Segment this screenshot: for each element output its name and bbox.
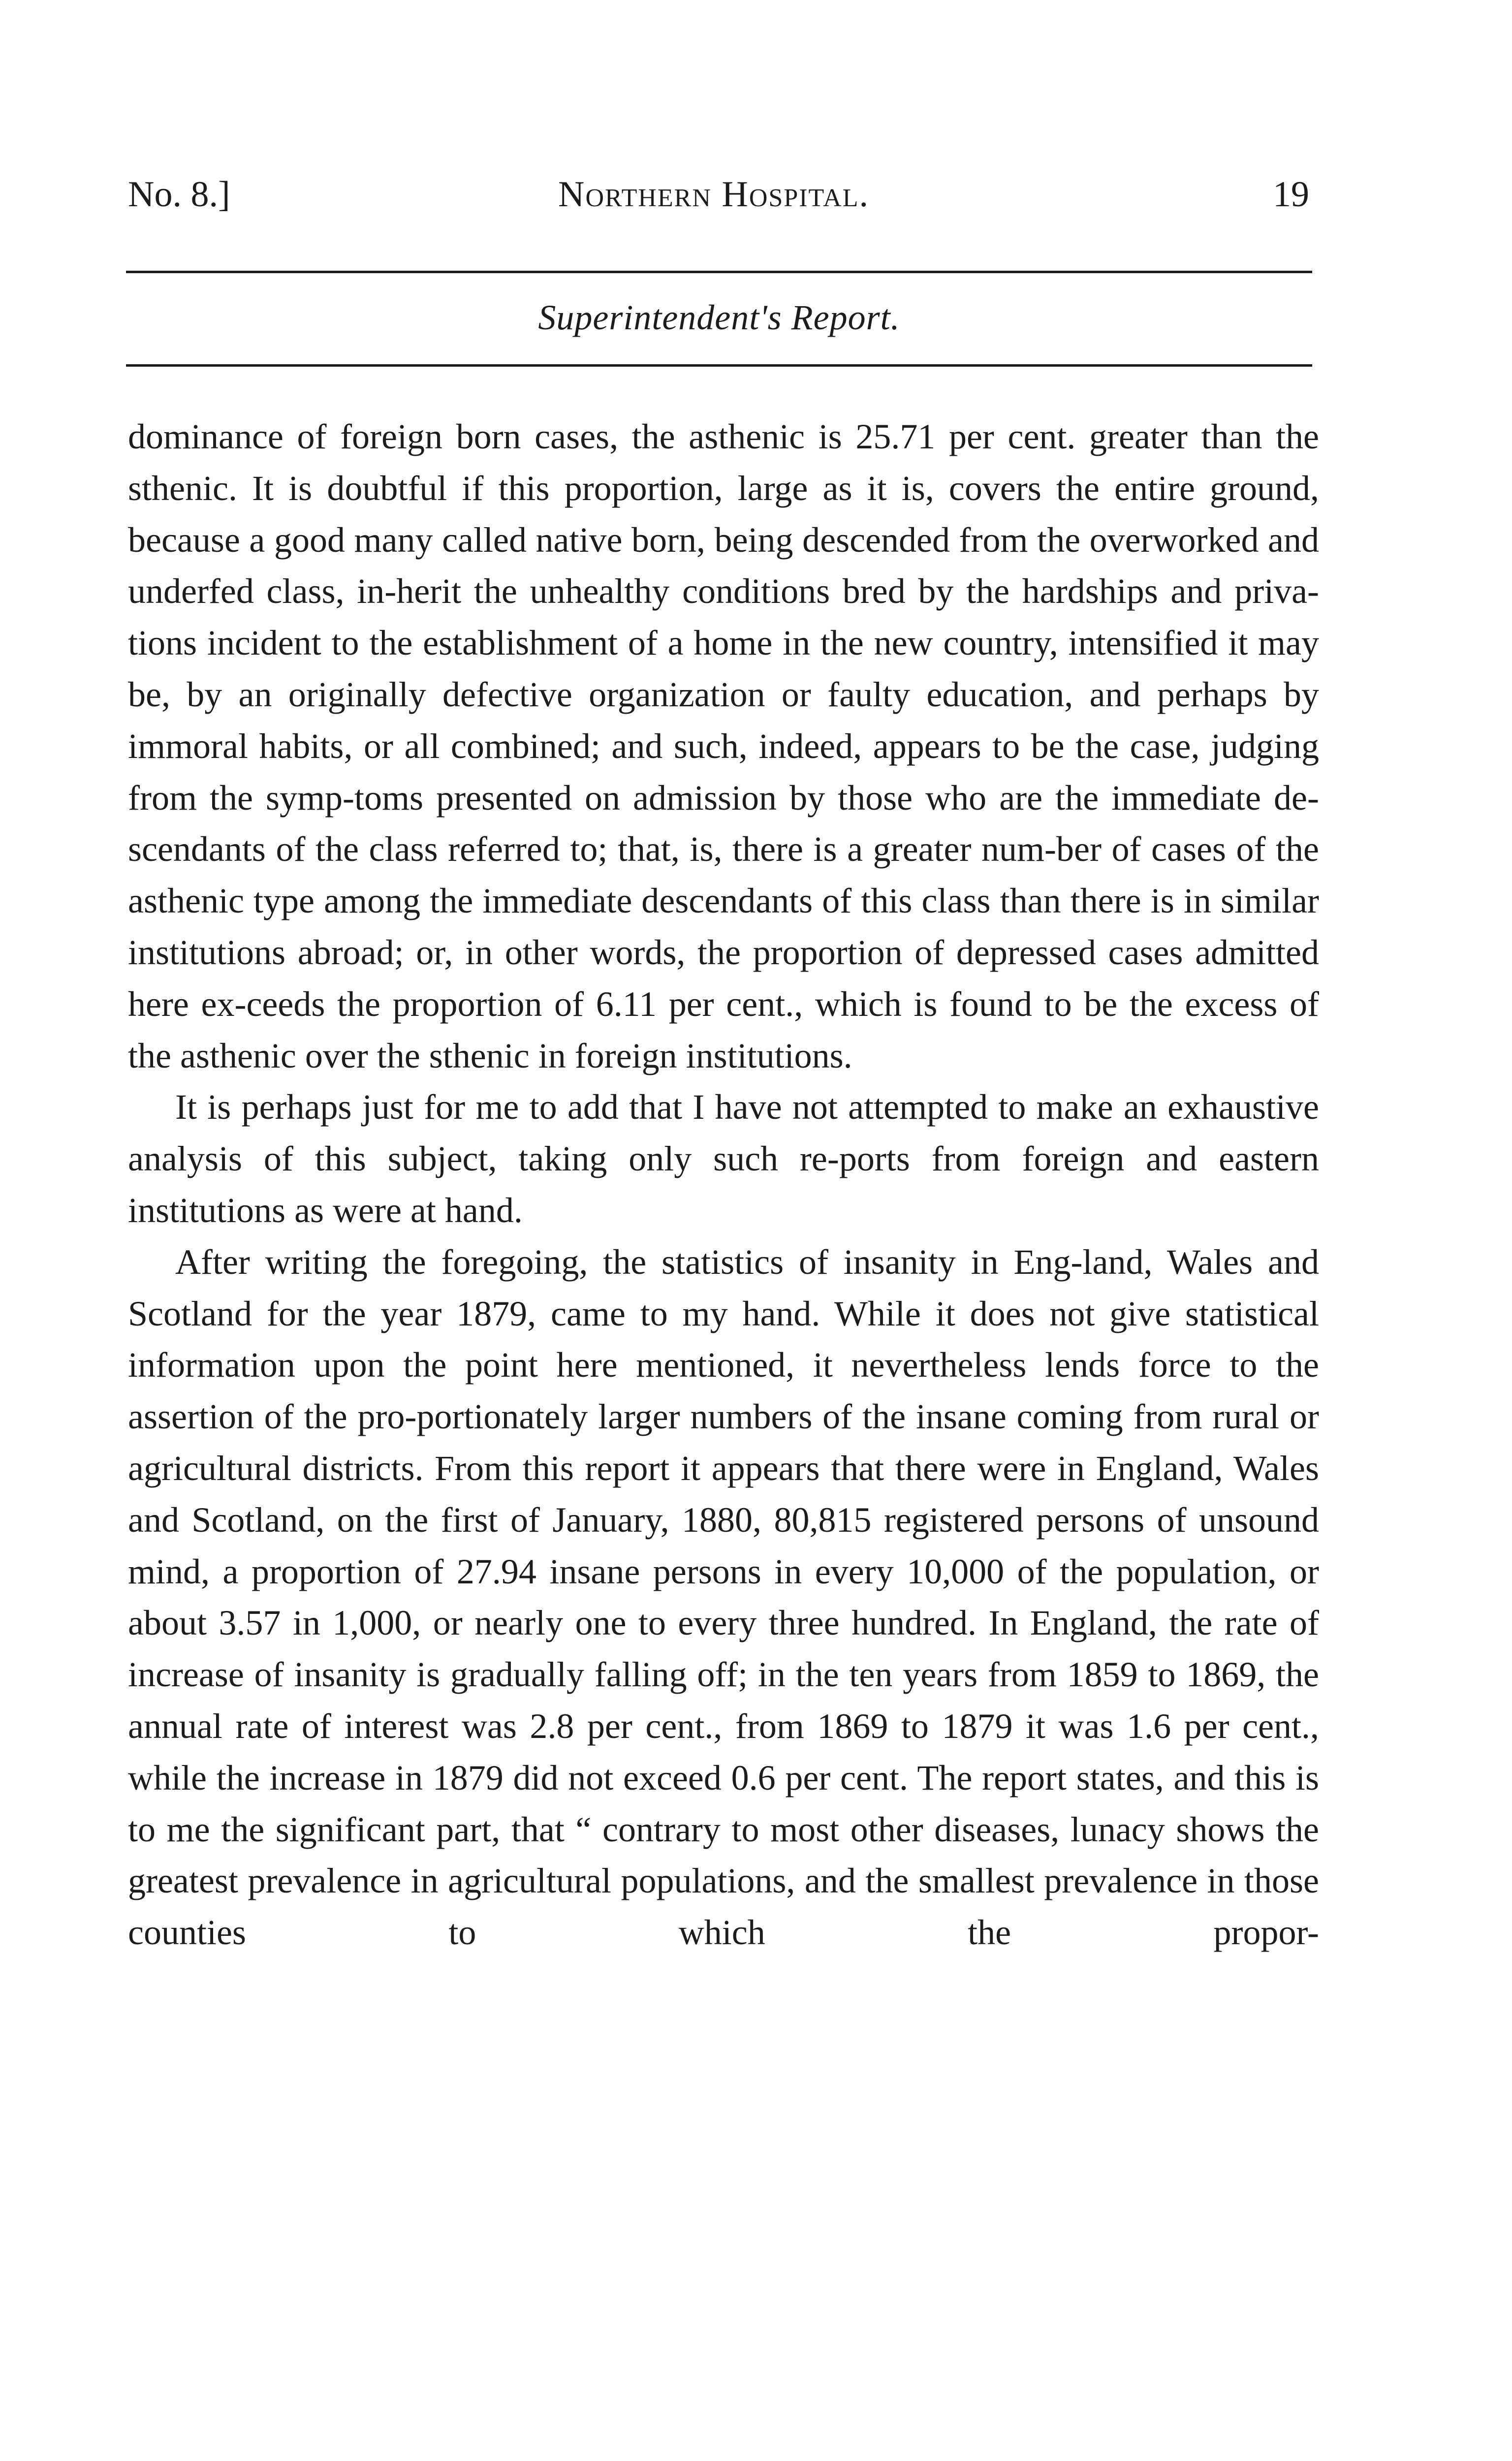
paragraph-analysis-note: It is perhaps just for me to add that I have not attempted to make an exhaustive analysis of this subject, taking only such re-ports from foreign and eastern institutions as were at hand. [128, 1087, 1319, 1230]
header-rule-bottom [126, 364, 1312, 367]
running-header [118, 167, 1309, 221]
paragraph-continuation: dominance of foreign born cases, the asthenic is 25.71 per cent. greater than the sthenic. It is doubtful if this proportion, large as it is, covers the entire ground, because a good many called native born, being descended from the overworked and underfed class, in-herit the unhealthy conditions bred by the hardships and priva-tions incident to the establishment of a home in the new country, intensified it may be, by an originally defective organization or faulty education, and perhaps by immoral habits, or all combined; and such, indeed, appears to be the case, judging from the symp-toms presented on admission by those who are the immediate de-scendants of the class referred to; that, is, there is a greater num-ber of cases of the asthenic type among the immediate descendants of this class than there is in similar institutions abroad; or, in other words, the proportion of depressed cases admitted here ex-ceeds the proportion of 6.11 per cent., which is found to be the excess of the asthenic over the sthenic in foreign institutions. [128, 417, 1319, 1075]
running-title: Northern Hospital. [558, 174, 869, 215]
body-text [128, 411, 1319, 1958]
page-number: 19 [1273, 174, 1309, 215]
section-subheader: Superintendent's Report. [538, 298, 900, 337]
document-number: No. 8.] [128, 174, 230, 215]
header-rule-top [126, 271, 1312, 273]
paragraph-statistics: After writing the foregoing, the statistics of insanity in Eng-land, Wales and Scotland for the year 1879, came to my hand. While it does not give statistical information upon the point here mentioned, it nevertheless lends force to the assertion of the pro-portionately larger numbers of the insane coming from rural or agricultural districts. From this report it appears that there were in England, Wales and Scotland, on the first of January, 1880, 80,815 registered persons of unsound mind, a proportion of 27.94 insane persons in every 10,000 of the population, or about 3.57 in 1,000, or nearly one to every three hundred. In England, the rate of increase of insanity is gradually falling off; in the ten years from 1859 to 1869, the annual rate of interest was 2.8 per cent., from 1869 to 1879 it was 1.6 per cent., while the increase in 1879 did not exceed 0.6 per cent. The report states, and this is to me the significant part, that “ contrary to most other diseases, lunacy shows the greatest prevalence in agricultural populations, and the smallest prevalence in those counties to which the propor- [128, 1242, 1319, 1953]
